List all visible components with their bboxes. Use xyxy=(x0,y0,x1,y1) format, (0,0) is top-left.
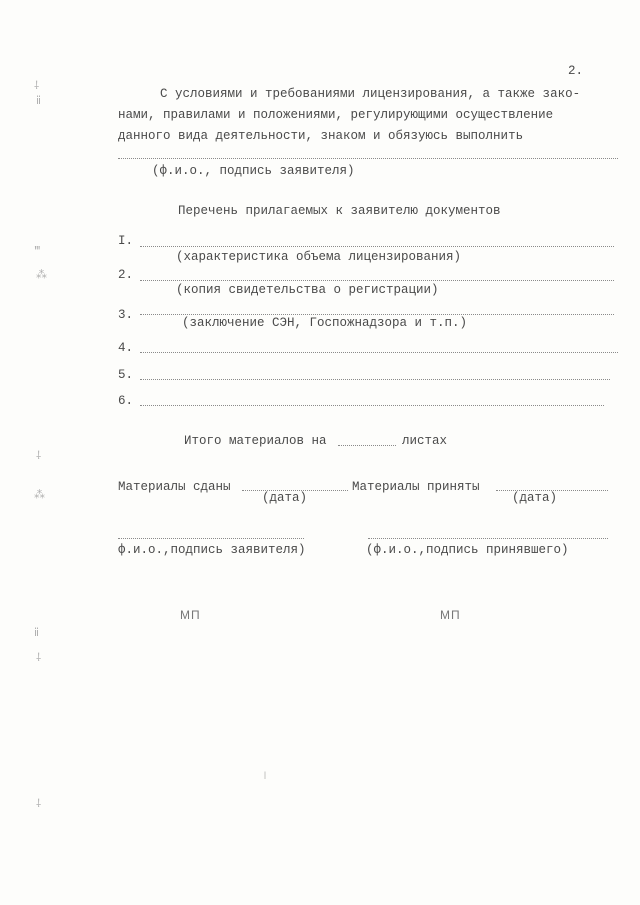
submitted-date-caption: (дата) xyxy=(262,491,308,505)
agreement-text xyxy=(118,84,606,147)
list-item-line[interactable] xyxy=(140,314,614,315)
list-item-line[interactable] xyxy=(140,352,618,353)
receiver-signature-label: (ф.и.о.,подпись принявшего) xyxy=(366,543,569,557)
list-item-caption: (копия свидетельства о регистрации) xyxy=(176,283,439,297)
margin-mark: ⸸ xyxy=(36,653,42,665)
list-item-number: I. xyxy=(118,234,134,248)
list-item-caption: (характеристика объема лицензирования) xyxy=(176,250,462,264)
margin-mark: ⸸ xyxy=(36,799,42,811)
applicant-signature-caption: (ф.и.о., подпись заявителя) xyxy=(152,164,355,178)
list-item-line[interactable] xyxy=(140,405,604,406)
agreement-line: данного вида деятельности, знаком и обязуюсь выполнить xyxy=(118,129,524,143)
list-item-number: 6. xyxy=(118,394,134,408)
list-item-line[interactable] xyxy=(140,280,614,281)
margin-mark: ⁂ xyxy=(36,270,47,282)
agreement-line: нами, правилами и положениями, регулирующими осуществление xyxy=(118,108,554,122)
applicant-signature-line[interactable] xyxy=(118,538,304,539)
list-item-number: 3. xyxy=(118,308,134,322)
list-item-caption: (заключение СЭН, Госпожнадзора и т.п.) xyxy=(182,316,468,330)
received-date-caption: (дата) xyxy=(512,491,558,505)
margin-mark: ⸸ xyxy=(34,81,40,93)
stamp-right: МП xyxy=(440,608,461,622)
agreement-line: С условиями и требованиями лицензирования, а также зако- xyxy=(160,87,581,101)
paper-speck: ǀ xyxy=(262,772,269,783)
list-item-line[interactable] xyxy=(140,379,610,380)
received-label: Материалы приняты xyxy=(352,480,480,494)
receiver-signature-line[interactable] xyxy=(368,538,608,539)
list-item-number: 4. xyxy=(118,341,134,355)
applicant-signature-label: ф.и.о.,подпись заявителя) xyxy=(118,543,306,557)
list-item-line[interactable] xyxy=(140,246,614,247)
margin-mark: ‴ xyxy=(34,246,41,258)
total-suffix: листах xyxy=(402,434,448,448)
submitted-label: Материалы сданы xyxy=(118,480,231,494)
margin-mark: ⅱ xyxy=(36,96,42,108)
total-count-line[interactable] xyxy=(338,445,396,446)
margin-mark: ⸸ xyxy=(36,451,42,463)
page-number: 2. xyxy=(568,64,584,78)
list-item-number: 2. xyxy=(118,268,134,282)
stamp-left: МП xyxy=(180,608,201,622)
margin-mark: ⁂ xyxy=(34,490,45,502)
margin-mark: ⅱ xyxy=(34,628,40,640)
list-item-number: 5. xyxy=(118,368,134,382)
signature-line[interactable] xyxy=(118,158,618,159)
documents-heading: Перечень прилагаемых к заявителю документов xyxy=(178,204,501,218)
total-label: Итого материалов на xyxy=(184,434,327,448)
